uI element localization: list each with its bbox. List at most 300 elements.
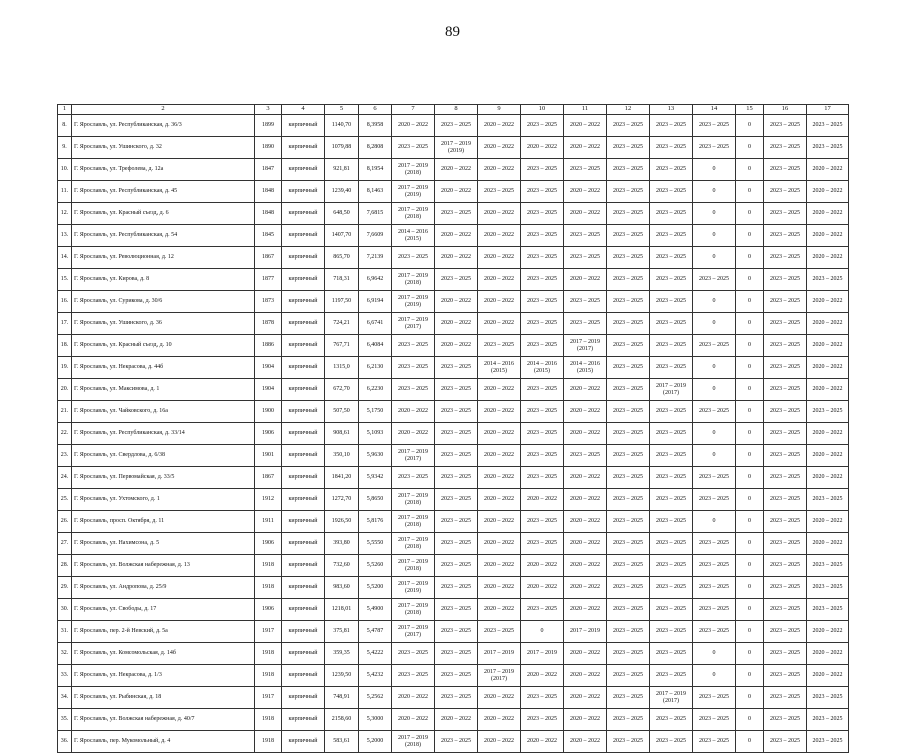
table-cell: 2023 – 2025 bbox=[764, 621, 807, 643]
table-cell: 2023 – 2025 bbox=[521, 247, 564, 269]
table-cell: 2020 – 2022 bbox=[564, 511, 607, 533]
table-cell: кирпичный bbox=[282, 709, 325, 731]
table-cell: 0 bbox=[693, 181, 736, 203]
table-cell: 2020 – 2022 bbox=[435, 225, 478, 247]
table-cell: 2023 – 2025 bbox=[392, 467, 435, 489]
table-cell: 2023 – 2025 bbox=[807, 709, 849, 731]
table-cell: 2014 – 2016 (2015) bbox=[392, 225, 435, 247]
table-cell: Г. Ярославль, ул. Ушинского, д. 32 bbox=[72, 137, 255, 159]
table-cell: 2023 – 2025 bbox=[650, 731, 693, 753]
table-cell: 2020 – 2022 bbox=[478, 247, 521, 269]
table-cell: 2020 – 2022 bbox=[478, 445, 521, 467]
table-cell: 2020 – 2022 bbox=[807, 621, 849, 643]
table-cell: 2023 – 2025 bbox=[693, 533, 736, 555]
column-header: 7 bbox=[392, 105, 435, 115]
table-cell: 2023 – 2025 bbox=[435, 665, 478, 687]
table-row bbox=[58, 577, 849, 599]
table-cell: 2023 – 2025 bbox=[521, 335, 564, 357]
table-cell: 2023 – 2025 bbox=[693, 137, 736, 159]
table-cell: кирпичный bbox=[282, 401, 325, 423]
table-cell: 2020 – 2022 bbox=[807, 467, 849, 489]
table-cell: 2020 – 2022 bbox=[807, 357, 849, 379]
table-cell: 350,10 bbox=[325, 445, 359, 467]
table-cell: 0 bbox=[736, 555, 764, 577]
table-cell: 2023 – 2025 bbox=[764, 269, 807, 291]
table-cell: 2020 – 2022 bbox=[478, 687, 521, 709]
table-cell: 2020 – 2022 bbox=[564, 599, 607, 621]
table-cell: Г. Ярославль, ул. Волжская набережная, д. 13 bbox=[72, 555, 255, 577]
table-cell: 2020 – 2022 bbox=[478, 401, 521, 423]
table-cell: 6,2130 bbox=[359, 357, 392, 379]
table-cell: Г. Ярославль, ул. Кирова, д. 8 bbox=[72, 269, 255, 291]
table-cell: 2020 – 2022 bbox=[564, 555, 607, 577]
table-cell: 2023 – 2025 bbox=[693, 709, 736, 731]
table-cell: 2023 – 2025 bbox=[435, 379, 478, 401]
column-header: 2 bbox=[72, 105, 255, 115]
table-cell: 2023 – 2025 bbox=[607, 643, 650, 665]
table-row bbox=[58, 489, 849, 511]
table-cell: кирпичный bbox=[282, 159, 325, 181]
table-cell: 1904 bbox=[255, 357, 282, 379]
table-cell: 2020 – 2022 bbox=[807, 533, 849, 555]
table-cell: 2023 – 2025 bbox=[392, 247, 435, 269]
table-cell: 2023 – 2025 bbox=[650, 643, 693, 665]
table-cell: 5,9342 bbox=[359, 467, 392, 489]
table-cell: 2020 – 2022 bbox=[521, 555, 564, 577]
table-cell: 2023 – 2025 bbox=[521, 225, 564, 247]
table-cell: 2023 – 2025 bbox=[435, 467, 478, 489]
table-cell: 375,81 bbox=[325, 621, 359, 643]
table-cell: 2020 – 2022 bbox=[521, 665, 564, 687]
table-cell: 7,6815 bbox=[359, 203, 392, 225]
table-cell: 2023 – 2025 bbox=[764, 643, 807, 665]
table-cell: 2014 – 2016 (2015) bbox=[564, 357, 607, 379]
table-cell: 2023 – 2025 bbox=[764, 247, 807, 269]
table-cell: 2020 – 2022 bbox=[807, 423, 849, 445]
table-cell: 2023 – 2025 bbox=[650, 511, 693, 533]
table-cell: 2020 – 2022 bbox=[478, 533, 521, 555]
table-cell: Г. Ярославль, ул. Красный съезд, д. 10 bbox=[72, 335, 255, 357]
table-cell: 1906 bbox=[255, 423, 282, 445]
table-cell: 28. bbox=[58, 555, 72, 577]
table-cell: 2023 – 2025 bbox=[521, 445, 564, 467]
table-cell: 2020 – 2022 bbox=[564, 577, 607, 599]
table-cell: 2023 – 2025 bbox=[521, 203, 564, 225]
table-cell: 5,4232 bbox=[359, 665, 392, 687]
table-cell: 1917 bbox=[255, 687, 282, 709]
table-cell: 2023 – 2025 bbox=[807, 687, 849, 709]
table-cell: 2020 – 2022 bbox=[435, 335, 478, 357]
table-cell: 2023 – 2025 bbox=[435, 621, 478, 643]
table-cell: 2023 – 2025 bbox=[807, 599, 849, 621]
table-cell: 865,70 bbox=[325, 247, 359, 269]
table-cell: 1140,70 bbox=[325, 115, 359, 137]
table-cell: 2023 – 2025 bbox=[607, 665, 650, 687]
table-cell: 2020 – 2022 bbox=[478, 313, 521, 335]
table-cell: кирпичный bbox=[282, 225, 325, 247]
table-cell: 2020 – 2022 bbox=[564, 181, 607, 203]
table-cell: 2023 – 2025 bbox=[764, 577, 807, 599]
table-cell: 2023 – 2025 bbox=[607, 335, 650, 357]
table-cell: кирпичный bbox=[282, 115, 325, 137]
table-cell: 13. bbox=[58, 225, 72, 247]
table-cell: 2020 – 2022 bbox=[435, 247, 478, 269]
table-cell: кирпичный bbox=[282, 313, 325, 335]
table-cell: 0 bbox=[736, 379, 764, 401]
table-cell: 1918 bbox=[255, 555, 282, 577]
table-cell: 1890 bbox=[255, 137, 282, 159]
table-cell: 1272,70 bbox=[325, 489, 359, 511]
table-cell: 2020 – 2022 bbox=[478, 467, 521, 489]
table-cell: 2020 – 2022 bbox=[478, 709, 521, 731]
table-cell: 2023 – 2025 bbox=[650, 203, 693, 225]
table-cell: 2020 – 2022 bbox=[564, 709, 607, 731]
table-cell: 0 bbox=[693, 159, 736, 181]
table-cell: 1926,50 bbox=[325, 511, 359, 533]
table-cell: 23. bbox=[58, 445, 72, 467]
table-cell: 2023 – 2025 bbox=[764, 225, 807, 247]
table-cell: 0 bbox=[736, 643, 764, 665]
table-cell: 983,60 bbox=[325, 577, 359, 599]
table-cell: 2023 – 2025 bbox=[564, 159, 607, 181]
table-cell: 2023 – 2025 bbox=[607, 115, 650, 137]
table-cell: 2023 – 2025 bbox=[435, 643, 478, 665]
table-cell: Г. Ярославль, ул. Первомайская, д. 33/5 bbox=[72, 467, 255, 489]
table-cell: 5,1093 bbox=[359, 423, 392, 445]
table-cell: 32. bbox=[58, 643, 72, 665]
table-cell: 2017 – 2019 (2018) bbox=[392, 159, 435, 181]
table-cell: 2020 – 2022 bbox=[807, 379, 849, 401]
table-cell: 1845 bbox=[255, 225, 282, 247]
table-cell: 8,3958 bbox=[359, 115, 392, 137]
table-cell: 2020 – 2022 bbox=[392, 709, 435, 731]
table-cell: 21. bbox=[58, 401, 72, 423]
table-cell: 33. bbox=[58, 665, 72, 687]
table-cell: 2023 – 2025 bbox=[607, 621, 650, 643]
table-cell: 2023 – 2025 bbox=[650, 115, 693, 137]
table-cell: кирпичный bbox=[282, 445, 325, 467]
page-number: 89 bbox=[445, 24, 460, 40]
table-cell: 2023 – 2025 bbox=[650, 291, 693, 313]
table-cell: 5,5550 bbox=[359, 533, 392, 555]
table-cell: 2023 – 2025 bbox=[764, 533, 807, 555]
table-cell: 2023 – 2025 bbox=[764, 379, 807, 401]
table-cell: 2017 – 2019 (2018) bbox=[392, 489, 435, 511]
table-cell: 2023 – 2025 bbox=[650, 137, 693, 159]
table-cell: 2020 – 2022 bbox=[807, 203, 849, 225]
table-cell: Г. Ярославль, ул. Комсомольская, д. 14б bbox=[72, 643, 255, 665]
table-cell: 2017 – 2019 (2018) bbox=[392, 511, 435, 533]
table-cell: 2020 – 2022 bbox=[392, 423, 435, 445]
column-header: 11 bbox=[564, 105, 607, 115]
table-cell: 2023 – 2025 bbox=[650, 181, 693, 203]
table-cell: 1918 bbox=[255, 577, 282, 599]
table-cell: Г. Ярославль, ул. Ухтомского, д. 1 bbox=[72, 489, 255, 511]
table-cell: 15. bbox=[58, 269, 72, 291]
table-cell: кирпичный bbox=[282, 511, 325, 533]
table-cell: 0 bbox=[736, 181, 764, 203]
table-cell: кирпичный bbox=[282, 577, 325, 599]
table-cell: 2023 – 2025 bbox=[650, 247, 693, 269]
table-cell: 2023 – 2025 bbox=[764, 687, 807, 709]
table-cell: 2023 – 2025 bbox=[650, 577, 693, 599]
table-cell: 0 bbox=[736, 599, 764, 621]
table-cell: 1912 bbox=[255, 489, 282, 511]
table-cell: 583,61 bbox=[325, 731, 359, 753]
table-cell: 2023 – 2025 bbox=[521, 313, 564, 335]
table-cell: 2023 – 2025 bbox=[435, 599, 478, 621]
table-cell: 2023 – 2025 bbox=[807, 401, 849, 423]
table-cell: 8,2808 bbox=[359, 137, 392, 159]
table-cell: 6,9194 bbox=[359, 291, 392, 313]
table-cell: Г. Ярославль, ул. Нахимсона, д. 5 bbox=[72, 533, 255, 555]
table-cell: 0 bbox=[693, 379, 736, 401]
table-cell: 2020 – 2022 bbox=[564, 203, 607, 225]
table-cell: 2023 – 2025 bbox=[392, 137, 435, 159]
table-cell: 2017 – 2019 (2018) bbox=[392, 203, 435, 225]
table-cell: кирпичный bbox=[282, 181, 325, 203]
table-cell: 2020 – 2022 bbox=[478, 203, 521, 225]
table-cell: 2023 – 2025 bbox=[650, 709, 693, 731]
table-cell: 2023 – 2025 bbox=[521, 467, 564, 489]
table-row bbox=[58, 291, 849, 313]
table-cell: 2020 – 2022 bbox=[807, 159, 849, 181]
table-cell: 2020 – 2022 bbox=[564, 137, 607, 159]
table-cell: 2023 – 2025 bbox=[764, 335, 807, 357]
table-cell: 0 bbox=[736, 225, 764, 247]
table-cell: 5,5260 bbox=[359, 555, 392, 577]
table-cell: 2014 – 2016 (2015) bbox=[478, 357, 521, 379]
table-cell: 2023 – 2025 bbox=[807, 731, 849, 753]
table-cell: 507,50 bbox=[325, 401, 359, 423]
table-cell: 1899 bbox=[255, 115, 282, 137]
table-cell: кирпичный bbox=[282, 291, 325, 313]
table-cell: 2020 – 2022 bbox=[807, 335, 849, 357]
table-cell: 0 bbox=[736, 423, 764, 445]
table-cell: 1918 bbox=[255, 709, 282, 731]
table-cell: 25. bbox=[58, 489, 72, 511]
table-cell: 2017 – 2019 (2017) bbox=[392, 445, 435, 467]
table-cell: 908,61 bbox=[325, 423, 359, 445]
table-cell: кирпичный bbox=[282, 599, 325, 621]
table-cell: 2023 – 2025 bbox=[693, 599, 736, 621]
table-cell: 2014 – 2016 (2015) bbox=[521, 357, 564, 379]
table-cell: 2023 – 2025 bbox=[807, 115, 849, 137]
table-cell: 19. bbox=[58, 357, 72, 379]
table-cell: Г. Ярославль, просп. Октября, д. 11 bbox=[72, 511, 255, 533]
table-cell: 2017 – 2019 (2018) bbox=[392, 533, 435, 555]
table-cell: 2023 – 2025 bbox=[435, 687, 478, 709]
table-cell: 2023 – 2025 bbox=[764, 489, 807, 511]
table-cell: кирпичный bbox=[282, 643, 325, 665]
table-cell: 2020 – 2022 bbox=[564, 115, 607, 137]
table-cell: 2023 – 2025 bbox=[650, 423, 693, 445]
table-cell: 2023 – 2025 bbox=[521, 379, 564, 401]
table-cell: 5,1750 bbox=[359, 401, 392, 423]
table-cell: кирпичный bbox=[282, 489, 325, 511]
table-cell: 1917 bbox=[255, 621, 282, 643]
table-cell: Г. Ярославль, ул. Рыбинская, д. 18 bbox=[72, 687, 255, 709]
table-cell: 0 bbox=[693, 291, 736, 313]
table-cell: 2023 – 2025 bbox=[807, 577, 849, 599]
table-cell: 1218,01 bbox=[325, 599, 359, 621]
table-cell: 1079,88 bbox=[325, 137, 359, 159]
table-cell: кирпичный bbox=[282, 269, 325, 291]
table-cell: 2017 – 2019 (2017) bbox=[392, 313, 435, 335]
table-cell: 2023 – 2025 bbox=[693, 555, 736, 577]
table-cell: 5,5200 bbox=[359, 577, 392, 599]
table-cell: 5,8650 bbox=[359, 489, 392, 511]
column-header: 10 bbox=[521, 105, 564, 115]
table-cell: 2023 – 2025 bbox=[607, 159, 650, 181]
table-cell: 2020 – 2022 bbox=[564, 467, 607, 489]
table-cell: Г. Ярославль, ул. Ушинского, д. 36 bbox=[72, 313, 255, 335]
table-cell: Г. Ярославль, ул. Республиканская, д. 33/14 bbox=[72, 423, 255, 445]
table-cell: 1878 bbox=[255, 313, 282, 335]
column-header: 1 bbox=[58, 105, 72, 115]
table-cell: 2023 – 2025 bbox=[764, 313, 807, 335]
table-row bbox=[58, 445, 849, 467]
table-cell: 8,1463 bbox=[359, 181, 392, 203]
table-cell: 2023 – 2025 bbox=[607, 467, 650, 489]
table-cell: кирпичный bbox=[282, 379, 325, 401]
table-cell: 2023 – 2025 bbox=[764, 511, 807, 533]
table-cell: 2023 – 2025 bbox=[607, 445, 650, 467]
table-row bbox=[58, 401, 849, 423]
table-cell: 2020 – 2022 bbox=[807, 511, 849, 533]
table-cell: 2017 – 2019 (2018) bbox=[392, 731, 435, 753]
table-cell: 0 bbox=[736, 533, 764, 555]
table-cell: кирпичный bbox=[282, 467, 325, 489]
table-cell: 2023 – 2025 bbox=[650, 489, 693, 511]
table-cell: 648,50 bbox=[325, 203, 359, 225]
table-cell: 672,70 bbox=[325, 379, 359, 401]
column-header: 3 bbox=[255, 105, 282, 115]
table-cell: 8,1954 bbox=[359, 159, 392, 181]
table-cell: 2017 – 2019 (2017) bbox=[650, 687, 693, 709]
table-cell: 2017 – 2019 (2017) bbox=[478, 665, 521, 687]
table-cell: 2023 – 2025 bbox=[607, 533, 650, 555]
table-cell: 2020 – 2022 bbox=[564, 401, 607, 423]
table-cell: Г. Ярославль, пер. Мукомольный, д. 4 bbox=[72, 731, 255, 753]
table-cell: 2023 – 2025 bbox=[650, 159, 693, 181]
table-cell: 2017 – 2019 (2017) bbox=[650, 379, 693, 401]
table-cell: 2020 – 2022 bbox=[807, 665, 849, 687]
table-row bbox=[58, 247, 849, 269]
table-cell: Г. Ярославль, ул. Трефолева, д. 12а bbox=[72, 159, 255, 181]
column-header: 13 bbox=[650, 105, 693, 115]
table-cell: 2023 – 2025 bbox=[650, 313, 693, 335]
table-row bbox=[58, 203, 849, 225]
table-cell: Г. Ярославль, ул. Республиканская, д. 36/3 bbox=[72, 115, 255, 137]
table-cell: 2017 – 2019 bbox=[564, 621, 607, 643]
table-cell: кирпичный bbox=[282, 357, 325, 379]
table-cell: 2023 – 2025 bbox=[764, 181, 807, 203]
table-cell: 0 bbox=[736, 687, 764, 709]
table-cell: 0 bbox=[736, 247, 764, 269]
table-cell: Г. Ярославль, ул. Свободы, д. 17 bbox=[72, 599, 255, 621]
table-cell: 2020 – 2022 bbox=[564, 687, 607, 709]
table-cell: 2023 – 2025 bbox=[607, 379, 650, 401]
table-cell: 2023 – 2025 bbox=[764, 423, 807, 445]
table-cell: 2023 – 2025 bbox=[764, 401, 807, 423]
table-cell: 2017 – 2019 (2017) bbox=[564, 335, 607, 357]
table-cell: 11. bbox=[58, 181, 72, 203]
table-cell: 1848 bbox=[255, 203, 282, 225]
table-row bbox=[58, 599, 849, 621]
table-cell: 1918 bbox=[255, 665, 282, 687]
table-row bbox=[58, 269, 849, 291]
table-cell: 2020 – 2022 bbox=[435, 709, 478, 731]
table-cell: Г. Ярославль, ул. Красный съезд, д. 6 bbox=[72, 203, 255, 225]
table-cell: 393,80 bbox=[325, 533, 359, 555]
table-cell: 2023 – 2025 bbox=[764, 291, 807, 313]
table-cell: 2020 – 2022 bbox=[478, 577, 521, 599]
table-cell: 2023 – 2025 bbox=[564, 291, 607, 313]
table-cell: 2023 – 2025 bbox=[392, 335, 435, 357]
table-cell: 1867 bbox=[255, 467, 282, 489]
table-cell: 30. bbox=[58, 599, 72, 621]
table-cell: 2023 – 2025 bbox=[607, 291, 650, 313]
table-cell: 2020 – 2022 bbox=[392, 115, 435, 137]
table-cell: 0 bbox=[736, 159, 764, 181]
table-cell: 2023 – 2025 bbox=[564, 445, 607, 467]
table-cell: 2023 – 2025 bbox=[478, 621, 521, 643]
column-header: 4 bbox=[282, 105, 325, 115]
table-cell: 14. bbox=[58, 247, 72, 269]
table-cell: 2023 – 2025 bbox=[392, 357, 435, 379]
table-cell: 2023 – 2025 bbox=[607, 401, 650, 423]
table-row bbox=[58, 335, 849, 357]
table-cell: 2023 – 2025 bbox=[521, 423, 564, 445]
table-cell: 2023 – 2025 bbox=[764, 467, 807, 489]
table-row bbox=[58, 643, 849, 665]
table-cell: 2023 – 2025 bbox=[435, 489, 478, 511]
table-cell: 2023 – 2025 bbox=[650, 599, 693, 621]
table-cell: 2023 – 2025 bbox=[435, 357, 478, 379]
table-cell: Г. Ярославль, пер. 2-й Невский, д. 5а bbox=[72, 621, 255, 643]
table-cell: 2017 – 2019 (2019) bbox=[392, 577, 435, 599]
table-cell: 2023 – 2025 bbox=[607, 489, 650, 511]
table-cell: 2023 – 2025 bbox=[764, 357, 807, 379]
table-cell: 2023 – 2025 bbox=[607, 731, 650, 753]
table-cell: 1315,0 bbox=[325, 357, 359, 379]
table-cell: 2023 – 2025 bbox=[650, 401, 693, 423]
table-cell: 2017 – 2019 bbox=[478, 643, 521, 665]
table-cell: 2023 – 2025 bbox=[693, 269, 736, 291]
table-cell: 1906 bbox=[255, 533, 282, 555]
table-cell: 35. bbox=[58, 709, 72, 731]
table-cell: 6,4084 bbox=[359, 335, 392, 357]
table-cell: 724,21 bbox=[325, 313, 359, 335]
table-cell: 2020 – 2022 bbox=[478, 599, 521, 621]
table-cell: 0 bbox=[693, 357, 736, 379]
column-header: 14 bbox=[693, 105, 736, 115]
table-row bbox=[58, 137, 849, 159]
table-cell: 2023 – 2025 bbox=[650, 357, 693, 379]
table-cell: 2023 – 2025 bbox=[435, 577, 478, 599]
column-header: 8 bbox=[435, 105, 478, 115]
table-cell: 2023 – 2025 bbox=[435, 269, 478, 291]
table-cell: 0 bbox=[736, 269, 764, 291]
table-cell: 1901 bbox=[255, 445, 282, 467]
table-cell: Г. Ярославль, ул. Чайковского, д. 16а bbox=[72, 401, 255, 423]
table-cell: 0 bbox=[693, 247, 736, 269]
table-cell: 2020 – 2022 bbox=[478, 489, 521, 511]
table-cell: 2023 – 2025 bbox=[521, 401, 564, 423]
table-cell: 2023 – 2025 bbox=[693, 467, 736, 489]
table-cell: 9. bbox=[58, 137, 72, 159]
